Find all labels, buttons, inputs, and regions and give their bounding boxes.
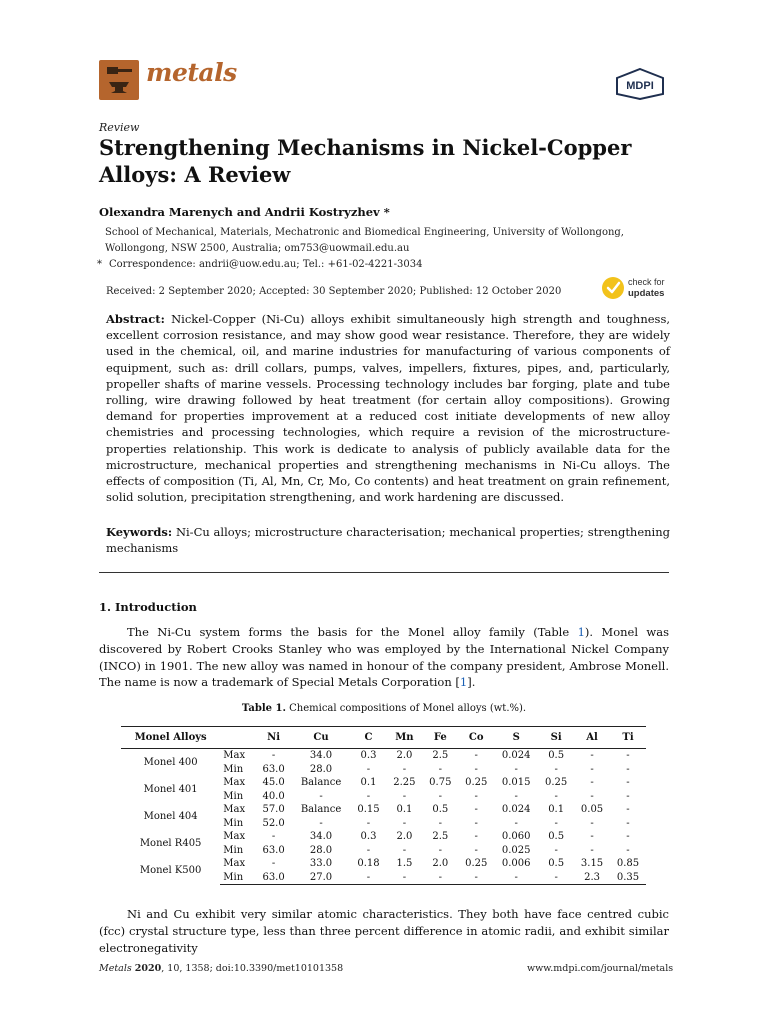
alloy-name-cell: Monel R405 xyxy=(139,837,202,849)
table-cell: - xyxy=(626,831,630,842)
table-header-cell: Al xyxy=(574,727,610,749)
table-row xyxy=(121,776,646,790)
table-cell: 0.3 xyxy=(360,750,377,761)
table-cell: - xyxy=(366,763,371,775)
table-cell: 0.024 xyxy=(501,804,531,815)
table-cell: 0.18 xyxy=(357,858,380,869)
table-cell: 0.15 xyxy=(357,804,380,815)
table-cell: 0.05 xyxy=(580,804,604,815)
journal-name: metals xyxy=(146,58,237,87)
table-cell: 0.85 xyxy=(616,858,640,869)
journal-logo-icon xyxy=(99,60,139,100)
table-caption xyxy=(99,703,669,714)
limit-label-cell: Max xyxy=(223,777,246,788)
abstract xyxy=(106,311,670,505)
table-cell: - xyxy=(402,844,407,856)
table-cell: - xyxy=(351,871,387,885)
table-cell: - xyxy=(402,817,407,829)
table-cell: 0.1 xyxy=(548,804,565,815)
table-cell: - xyxy=(590,790,594,802)
table-cell: 1.5 xyxy=(396,858,413,869)
composition-table xyxy=(121,726,646,885)
table-header-cell: Ni xyxy=(256,727,292,749)
table-header-cell xyxy=(220,727,255,749)
divider xyxy=(99,572,669,573)
table-cell: 0.3 xyxy=(360,831,377,842)
table-cell: - xyxy=(626,817,630,829)
check-for-updates-badge[interactable] xyxy=(601,272,681,304)
citation-link[interactable]: 1 xyxy=(459,675,468,690)
table-cell: - xyxy=(626,844,630,856)
table-header-cell: C xyxy=(351,727,387,749)
table-cell: - xyxy=(438,844,442,856)
table-cell: 63.0 xyxy=(262,844,285,856)
limit-label-cell: Max xyxy=(223,750,246,761)
table-cell: 0.5 xyxy=(432,804,449,815)
limit-label-cell: Max xyxy=(223,858,246,869)
correspondence-text: Correspondence: andrii@uow.edu.au; Tel.: +61-02-4221-3034 xyxy=(109,259,423,270)
table-cell: 0.006 xyxy=(501,858,531,869)
table-cell: - xyxy=(474,763,478,775)
table-cell: - xyxy=(422,871,458,885)
keywords-label: Keywords: xyxy=(106,525,173,539)
table-cell: 2.5 xyxy=(432,750,449,761)
table-cell: 27.0 xyxy=(292,871,351,885)
table-cell: Balance xyxy=(300,804,342,815)
correspondence-mark: * xyxy=(97,259,102,270)
table-row xyxy=(121,803,646,817)
table-cell: - xyxy=(590,777,594,788)
alloy-name-cell: Monel 400 xyxy=(143,756,198,768)
table-header-cell: Cu xyxy=(292,727,351,749)
table-cell: - xyxy=(554,817,558,829)
table-header-cell: S xyxy=(494,727,538,749)
affiliations xyxy=(99,225,664,273)
alloy-name-cell: Monel 404 xyxy=(143,810,198,822)
table-header-cell: Fe xyxy=(422,727,458,749)
table-cell: 3.15 xyxy=(580,858,604,869)
table-cell: - xyxy=(458,871,494,885)
abstract-label: Abstract: xyxy=(106,312,165,326)
table-cell: - xyxy=(626,777,630,788)
table-cell: - xyxy=(494,871,538,885)
table-cell: - xyxy=(319,790,323,802)
table-cell: - xyxy=(438,817,442,829)
table-row xyxy=(121,857,646,871)
table-cell: - xyxy=(514,790,518,802)
table-cell: 0.25 xyxy=(465,858,488,869)
table-cell: - xyxy=(554,763,558,775)
table-cell: 0.025 xyxy=(501,844,531,856)
table-cell: - xyxy=(554,790,558,802)
correspondence-line xyxy=(99,257,664,273)
table-cell: 28.0 xyxy=(309,763,333,775)
updates-text: updates xyxy=(628,288,665,299)
table-cell: - xyxy=(514,817,518,829)
limit-label-cell: Min xyxy=(223,790,244,802)
journal-url[interactable]: www.mdpi.com/journal/metals xyxy=(527,963,674,974)
table-cell: 52.0 xyxy=(262,817,285,829)
intro-paragraph-2: Ni and Cu exhibit very similar atomic characteristics. They both have face centred cubic (fcc) crystal structure type, less than three percent difference in atomic radii, and exhibit similar electronegativity xyxy=(99,907,669,955)
table-cell: 0.5 xyxy=(548,750,565,761)
table-cell: - xyxy=(366,844,371,856)
table-cell: 63.0 xyxy=(262,763,285,775)
table-cell: 2.0 xyxy=(432,858,449,869)
citation-footer: Metals 2020, 10, 1358; doi:10.3390/met10101358 xyxy=(99,963,344,974)
table-cell: 28.0 xyxy=(309,844,333,856)
table-cell: - xyxy=(474,817,478,829)
limit-label-cell: Max xyxy=(223,831,246,842)
table-cell: - xyxy=(590,763,594,775)
table-cell: 57.0 xyxy=(262,804,285,815)
keywords-text: Ni-Cu alloys; microstructure characterisation; mechanical properties; strengthening mechanisms xyxy=(106,525,671,556)
table-cell: 0.024 xyxy=(501,750,531,761)
table-cell: 40.0 xyxy=(262,790,285,802)
table-header-cell: Co xyxy=(458,727,494,749)
table-cell: 0.1 xyxy=(360,777,377,788)
table-header-cell: Ti xyxy=(610,727,646,749)
table-cell: - xyxy=(271,750,276,761)
table-cell: - xyxy=(626,750,630,761)
intro-paragraph-1: The Ni-Cu system forms the basis for the Monel alloy family (Table 1). Monel was discovered by Robert Crooks Stanley who was employed by the International Nickel Company (INCO) in 1901. The new alloy was named in honour of the company president, Ambrose Monell. The name is now a trademark of Special Metals Corporation [1]. xyxy=(99,625,669,690)
table-cell: - xyxy=(271,831,276,842)
table-cell: - xyxy=(366,790,371,802)
table-header-cell: Si xyxy=(538,727,574,749)
table-caption-text: Chemical compositions of Monel alloys (wt.%). xyxy=(289,703,527,714)
table-cell: - xyxy=(554,844,558,856)
affiliation-line: School of Mechanical, Materials, Mechatronic and Biomedical Engineering, University of Wollongong, Wollongong, NSW 2500, Australia; om753@uowmail.edu.au xyxy=(105,227,624,254)
table-cell: 2.5 xyxy=(432,831,449,842)
table-ref-link[interactable]: 1 xyxy=(577,625,585,639)
table-cell: - xyxy=(386,871,422,885)
table-header-cell: Monel Alloys xyxy=(121,727,220,749)
table-cell: 0.5 xyxy=(548,858,565,869)
limit-label-cell: Min xyxy=(223,844,244,856)
table-cell: 0.25 xyxy=(465,777,488,788)
table-cell: - xyxy=(626,804,630,815)
limit-label-cell: Min xyxy=(223,817,244,829)
limit-label-cell: Min xyxy=(223,763,244,775)
table-cell: 34.0 xyxy=(309,831,333,842)
table-cell: 63.0 xyxy=(256,871,292,885)
table-cell: - xyxy=(438,763,442,775)
publisher-logo-text: MDPI xyxy=(626,80,654,92)
table-cell: - xyxy=(474,750,478,761)
table-cell: 0.25 xyxy=(545,777,568,788)
table-cell: - xyxy=(474,831,478,842)
table-cell: 0.060 xyxy=(501,831,531,842)
table-cell: - xyxy=(474,844,478,856)
table-cell: 45.0 xyxy=(262,777,285,788)
check-for-text: check for xyxy=(628,277,665,287)
table-cell: - xyxy=(590,750,594,761)
table-cell: - xyxy=(626,790,630,802)
limit-label-cell: Min xyxy=(220,871,255,885)
table-cell: - xyxy=(271,858,276,869)
table-cell: - xyxy=(438,790,442,802)
table-cell: 0.015 xyxy=(501,777,531,788)
table-cell: 33.0 xyxy=(309,858,333,869)
table-cell: - xyxy=(590,817,594,829)
table-cell: 34.0 xyxy=(309,750,333,761)
table-cell: - xyxy=(319,817,323,829)
table-cell: - xyxy=(474,790,478,802)
alloy-name-cell: Monel K500 xyxy=(139,865,202,876)
authors: Olexandra Marenych and Andrii Kostryzhev * xyxy=(99,205,390,219)
table-cell: - xyxy=(590,831,594,842)
table-cell: 0.35 xyxy=(610,871,646,885)
table-cell: 0.1 xyxy=(396,804,413,815)
table-cell: - xyxy=(626,763,630,775)
publication-dates: Received: 2 September 2020; Accepted: 30 September 2020; Published: 12 October 2020 xyxy=(106,286,562,297)
article-title: Strengthening Mechanisms in Nickel-Copper Alloys: A Review xyxy=(99,135,632,187)
table-caption-label: Table 1. xyxy=(241,703,286,714)
table-row xyxy=(121,749,646,763)
table-cell: 0.5 xyxy=(548,831,565,842)
table-cell: Balance xyxy=(300,777,342,788)
table-cell: - xyxy=(474,804,478,815)
table-cell: 2.3 xyxy=(574,871,610,885)
table-cell: - xyxy=(538,871,574,885)
keywords xyxy=(106,524,670,556)
limit-label-cell: Max xyxy=(223,804,246,815)
table-cell: 0.75 xyxy=(429,777,452,788)
table-cell: 2.0 xyxy=(396,831,413,842)
table-cell: 2.0 xyxy=(396,750,413,761)
table-cell: - xyxy=(366,817,371,829)
table-cell: - xyxy=(402,763,407,775)
abstract-text: Nickel-Copper (Ni-Cu) alloys exhibit simultaneously high strength and toughness, excellent corrosion resistance, and may show good wear resistance. Therefore, they are widely used in the chemical, oil, and marine industries for manufacturing of various components of equipment, such as: drill collars, pumps, valves, impellers, fixtures, pipes, and, particularly, propeller shafts of marine vessels. Processing technology includes bar forging, plate and tube rolling, wire drawing followed by heat treatment (for certain alloy compositions). Growing demand for properties improvement at a reduced cost initiate developments of new alloy chemistries and processing technologies, which require a revision of the microstructure-properties relationship. This work is dedicate to analysis of publicly available data for the microstructure, mechanical properties and strengthening mechanisms in Ni-Cu alloys. The effects of composition (Ti, Al, Mn, Cr, Mo, Co contents) and heat treatment on grain refinement, solid solution, precipitation strengthening, and work hardening are discussed. xyxy=(106,312,670,505)
table-cell: 2.25 xyxy=(393,777,416,788)
alloy-name-cell: Monel 401 xyxy=(143,783,198,795)
table-row xyxy=(121,830,646,844)
publisher-logo xyxy=(615,68,665,100)
table-cell: - xyxy=(402,790,407,802)
table-header-cell: Mn xyxy=(386,727,422,749)
table-cell: - xyxy=(514,763,518,775)
article-type: Review xyxy=(99,121,140,134)
table-header-row xyxy=(121,727,646,749)
table-cell: - xyxy=(590,844,594,856)
section-heading: 1. Introduction xyxy=(99,600,197,614)
